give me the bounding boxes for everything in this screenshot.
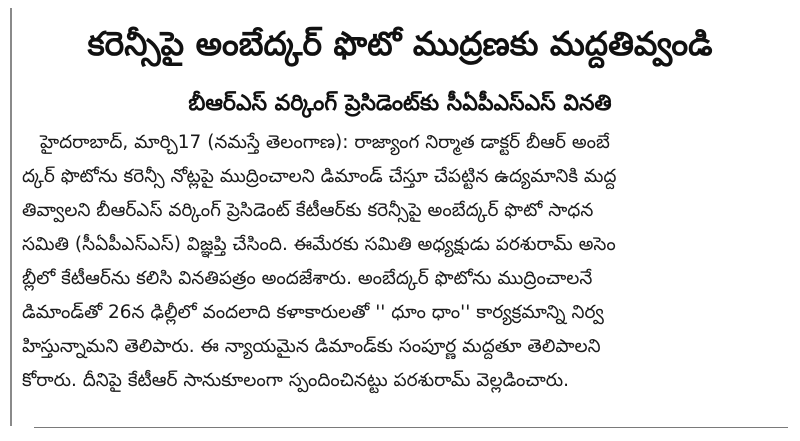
article-line: తివ్వాలని బీఆర్‌ఎస్‌ వర్కింగ్‌ ప్రెసిడెంట్‌ కేటీఆర్‌కు కరెన్సీపై అంబేద్కర్‌ ఫొటో సాధన (22, 200, 594, 221)
article-line: హిస్తున్నామని తెలిపారు. ఈ న్యాయమైన డిమాండ్‌కు సంపూర్ణ మద్దతూ తెలిపాలని (22, 336, 601, 357)
article-line: డిమాండ్‌తో 26న ఢిల్లీలో వందలాది కళాకారులతో '' ధూం ధాం'' కార్యక్రమాన్ని నిర్వ (22, 302, 604, 323)
footer-divider (34, 427, 788, 428)
article-line: కోరారు. దీనిపై కేటీఆర్‌ సానుకూలంగా స్పందించినట్టు పరశురామ్‌ వెల్లడించారు. (22, 370, 570, 391)
article-headline: కరెన్సీపై అంబేద్కర్‌ ఫొటో ముద్రణకు మద్దతివ్వండి (87, 24, 713, 63)
article-line: సమితి (సీఏపీఎస్‌ఎస్‌) విజ్ఞప్తి చేసింది. ఈమేరకు సమితి అధ్యక్షుడు పరశురామ్‌ అసెం (22, 234, 616, 255)
article-line: హైదరాబాద్‌, మార్చి17 (నమస్తే తెలంగాణ): రాజ్యాంగ నిర్మాత డాక్టర్‌ బీఆర్‌ అంబే (40, 132, 610, 153)
clipping-border (10, 8, 12, 426)
article-subheadline: బీఆర్‌ఎస్‌ వర్కింగ్‌ ప్రెసిడెంట్‌కు సీఏపీఎస్‌ఎస్‌ వినతి (188, 91, 612, 116)
article-body (22, 126, 782, 398)
article-line: ద్కర్‌ ఫొటోను కరెన్సీ నోట్లపై ముద్రించాలని డిమాండ్‌ చేస్తూ చేపట్టిన ఉద్యమానికి మద్ద (22, 166, 617, 187)
article-line: బ్లీలో కేటీఆర్‌ను కలిసి వినతిపత్రం అందజేశారు. అంబేద్కర్‌ ఫొటోను ముద్రించాలనే (22, 268, 593, 289)
